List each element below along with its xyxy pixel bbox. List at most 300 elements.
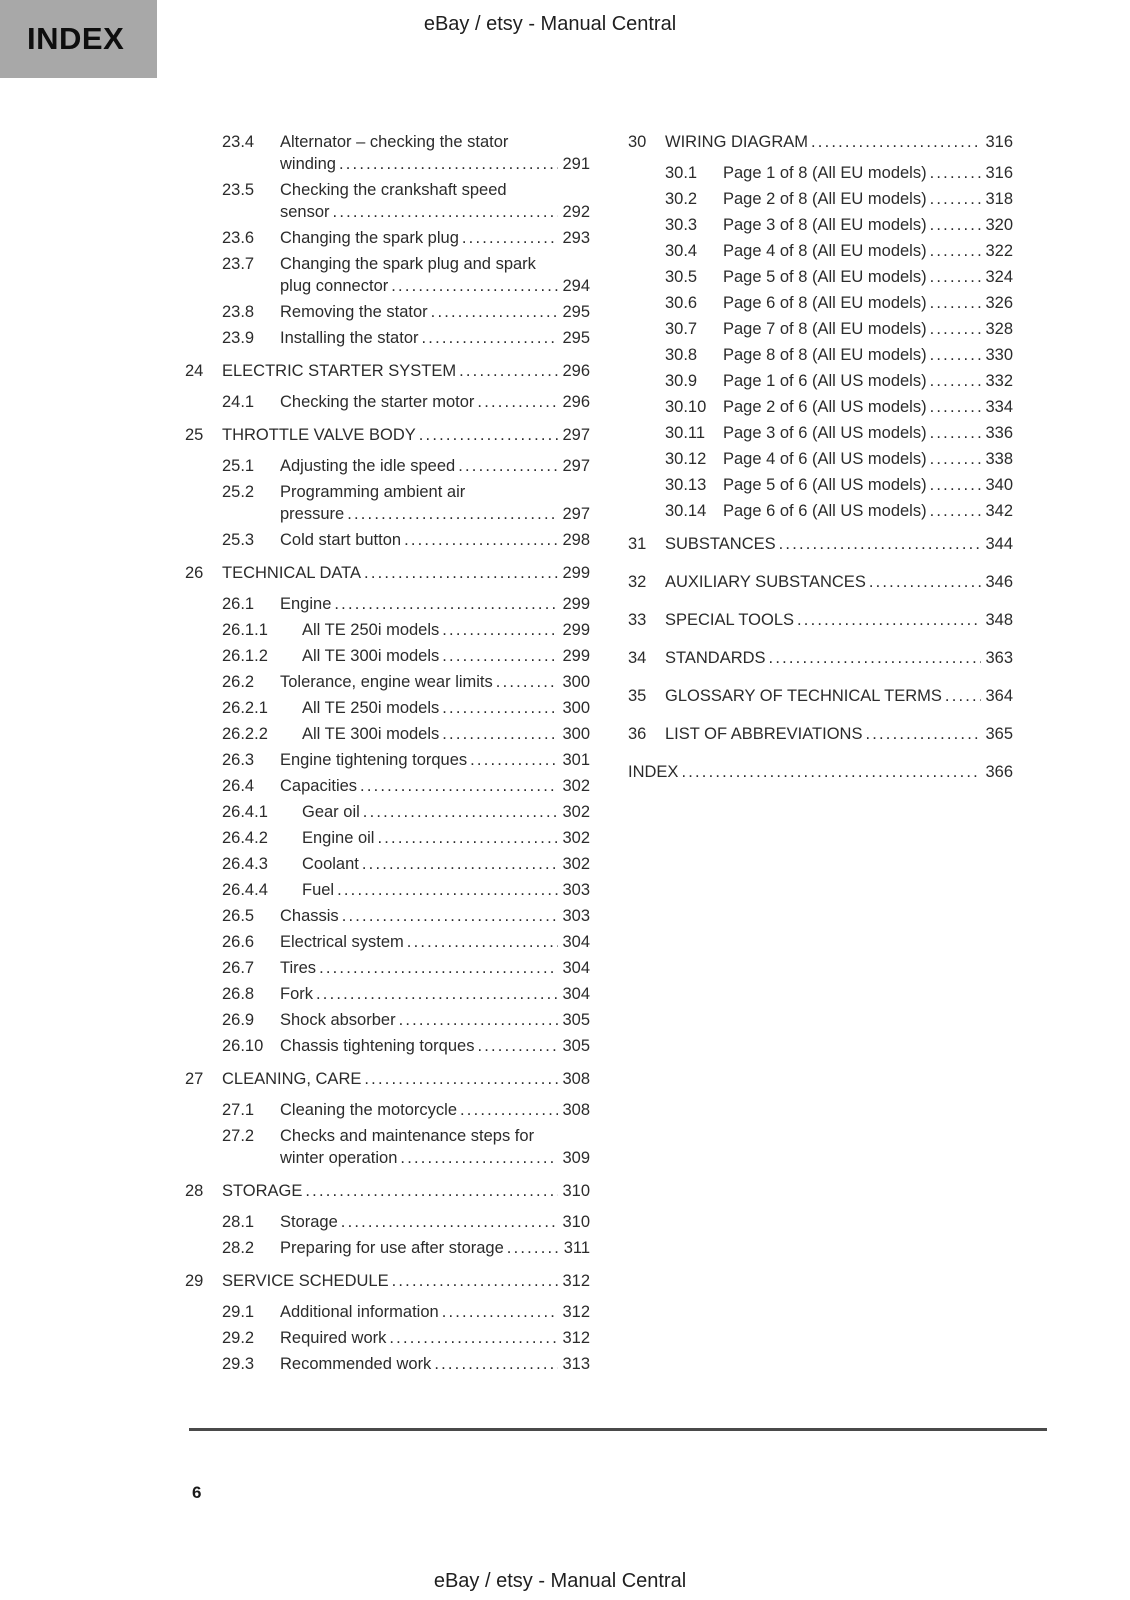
toc-entry-title: Page 1 of 6 (All US models) — [723, 372, 927, 390]
toc-entry-number: 26.1 — [222, 595, 255, 613]
dot-leader — [319, 957, 558, 979]
index-tab — [0, 0, 157, 78]
toc-entry-number: 26.3 — [222, 751, 255, 769]
dot-leader — [865, 723, 981, 745]
toc-entry — [665, 396, 1013, 418]
toc-entry-page: 330 — [985, 346, 1013, 364]
toc-entry — [222, 391, 590, 413]
dot-leader — [681, 761, 981, 783]
toc-entry-title: Required work — [280, 1329, 387, 1347]
toc-entry-title: All TE 300i models — [302, 725, 440, 743]
toc-entry-title: Page 8 of 8 (All EU models) — [723, 346, 927, 364]
toc-entry — [665, 214, 1013, 236]
toc-entry-title: Additional information — [280, 1303, 439, 1321]
dot-leader — [342, 905, 558, 927]
index-tab-label: INDEX — [27, 21, 125, 56]
toc-entry — [185, 424, 590, 446]
toc-entry-number: 26.2.2 — [222, 725, 268, 743]
toc-entry-page: 296 — [562, 362, 590, 380]
toc-entry-page: 308 — [562, 1070, 590, 1088]
toc-entry — [222, 801, 590, 823]
toc-entry-title: LIST OF ABBREVIATIONS — [665, 725, 863, 743]
toc-entry-number: 36 — [628, 725, 647, 743]
toc-entry — [222, 723, 590, 745]
toc-entry-title: Adjusting the idle speed — [280, 457, 456, 475]
dot-leader — [477, 1035, 558, 1057]
toc-entry-number: 23.5 — [222, 181, 255, 199]
toc-entry — [222, 1211, 590, 1233]
dot-leader — [363, 801, 558, 823]
dot-leader — [458, 455, 558, 477]
dot-leader — [507, 1237, 558, 1259]
toc-entry-number: 23.6 — [222, 229, 255, 247]
toc-entry — [665, 370, 1013, 392]
toc-entry-number: 26.2.1 — [222, 699, 268, 717]
toc-entry-title: Page 6 of 6 (All US models) — [723, 502, 927, 520]
toc-entry-page: 363 — [985, 649, 1013, 667]
toc-entry-page: 312 — [562, 1272, 590, 1290]
dot-leader — [431, 301, 558, 323]
toc-entry-number: 30.7 — [665, 320, 698, 338]
dot-leader — [930, 370, 981, 392]
toc-column-right — [628, 131, 1013, 1377]
toc-entry-page: 324 — [985, 268, 1013, 286]
dot-leader — [459, 360, 558, 382]
dot-leader — [442, 645, 558, 667]
toc-entry-title: All TE 300i models — [302, 647, 440, 665]
dot-leader — [407, 931, 558, 953]
toc-entry-title: Page 1 of 8 (All EU models) — [723, 164, 927, 182]
toc-entry-page: 326 — [985, 294, 1013, 312]
toc-entry-page: 305 — [562, 1011, 590, 1029]
toc-entry-page: 308 — [562, 1101, 590, 1119]
toc-entry — [665, 344, 1013, 366]
toc-entry — [222, 931, 590, 953]
toc-entry — [222, 327, 590, 349]
toc-entry-title: Checks and maintenance steps for — [280, 1127, 535, 1145]
toc-entry — [222, 749, 590, 771]
dot-leader — [360, 775, 558, 797]
dot-leader — [930, 318, 981, 340]
dot-leader — [477, 391, 558, 413]
dot-leader — [422, 327, 559, 349]
toc-entry-number: 26.4.1 — [222, 803, 268, 821]
toc-entry-page: 304 — [562, 933, 590, 951]
dot-leader — [389, 1327, 558, 1349]
toc-entry-number: 26.10 — [222, 1037, 264, 1055]
toc-entry — [222, 905, 590, 927]
dot-leader — [869, 571, 981, 593]
dot-leader — [470, 749, 558, 771]
toc-entry-title: Recommended work — [280, 1355, 432, 1373]
header-title: eBay / etsy - Manual Central — [423, 13, 677, 35]
toc-entry-title: SERVICE SCHEDULE — [222, 1272, 389, 1290]
toc-entry — [185, 360, 590, 382]
toc-entry-page: 304 — [562, 959, 590, 977]
toc-entry-number: 29.2 — [222, 1329, 255, 1347]
toc-entry — [628, 723, 1013, 745]
toc-entry-title: ELECTRIC STARTER SYSTEM — [222, 362, 457, 380]
toc-entry-number: 30.13 — [665, 476, 707, 494]
dot-leader — [404, 529, 558, 551]
dot-leader — [362, 853, 558, 875]
toc-entry-number: 29.1 — [222, 1303, 255, 1321]
toc-entry-title: Checking the crankshaft speed — [280, 181, 507, 199]
dot-leader — [930, 188, 981, 210]
toc-entry-title: Page 6 of 8 (All EU models) — [723, 294, 927, 312]
toc-entry-page: 297 — [562, 505, 590, 523]
toc-entry — [222, 593, 590, 615]
toc-entry — [222, 1099, 590, 1121]
page-number: 6 — [192, 1483, 202, 1502]
toc-entry — [222, 1237, 590, 1259]
toc-entry-page: 299 — [562, 621, 590, 639]
toc-entry-number: 30.8 — [665, 346, 698, 364]
table-of-contents — [185, 131, 1013, 1377]
toc-entry — [222, 1125, 590, 1169]
toc-entry-page: 342 — [985, 502, 1013, 520]
toc-entry-number: 26.4 — [222, 777, 255, 795]
toc-entry-number: 26.5 — [222, 907, 255, 925]
toc-entry-number: 30.11 — [665, 424, 706, 442]
toc-entry-page: 336 — [985, 424, 1013, 442]
toc-entry-number: 23.8 — [222, 303, 255, 321]
toc-entry-title: Cleaning the motorcycle — [280, 1101, 458, 1119]
dot-leader — [930, 292, 981, 314]
toc-entry-page: 310 — [562, 1182, 590, 1200]
toc-entry-title: Chassis — [280, 907, 339, 925]
toc-entry-page: 320 — [985, 216, 1013, 234]
toc-entry-page: 348 — [985, 611, 1013, 629]
toc-entry-page: 318 — [985, 190, 1013, 208]
toc-entry-page: 305 — [562, 1037, 590, 1055]
toc-entry — [665, 240, 1013, 262]
dot-leader — [797, 609, 981, 631]
toc-entry-page: 309 — [562, 1149, 590, 1167]
toc-entry-title: Fuel — [302, 881, 335, 899]
dot-leader — [779, 533, 981, 555]
dot-leader — [930, 266, 981, 288]
toc-entry-title: Tires — [280, 959, 317, 977]
toc-entry — [222, 1353, 590, 1375]
toc-entry-page: 366 — [985, 763, 1013, 781]
toc-entry-number: 26.8 — [222, 985, 255, 1003]
toc-entry-title: winding — [280, 155, 336, 173]
toc-entry-page: 299 — [562, 564, 590, 582]
toc-entry-number: 30.2 — [665, 190, 698, 208]
toc-entry-page: 297 — [562, 457, 590, 475]
toc-entry-title: Tolerance, engine wear limits — [280, 673, 493, 691]
toc-entry-title: Page 2 of 6 (All US models) — [723, 398, 927, 416]
toc-entry — [222, 179, 590, 223]
dot-leader — [930, 448, 981, 470]
toc-entry-page: 302 — [562, 829, 590, 847]
dot-leader — [364, 1068, 558, 1090]
toc-entry-title: All TE 250i models — [302, 621, 440, 639]
toc-entry-title: Changing the spark plug — [280, 229, 459, 247]
toc-entry-number: 26 — [185, 564, 204, 582]
toc-entry-number: 26.9 — [222, 1011, 255, 1029]
toc-entry-page: 364 — [985, 687, 1013, 705]
toc-entry-number: 30.5 — [665, 268, 698, 286]
toc-entry — [222, 671, 590, 693]
toc-entry-title: Capacities — [280, 777, 358, 795]
toc-entry-number: 24.1 — [222, 393, 255, 411]
dot-leader — [930, 474, 981, 496]
toc-entry-title: AUXILIARY SUBSTANCES — [665, 573, 866, 591]
toc-entry-number: 26.1.1 — [222, 621, 268, 639]
toc-entry — [665, 318, 1013, 340]
dot-leader — [442, 1301, 558, 1323]
toc-entry-number: 29 — [185, 1272, 204, 1290]
toc-entry-number: 27.1 — [222, 1101, 255, 1119]
toc-entry — [222, 697, 590, 719]
toc-entry-title: Cold start button — [280, 531, 402, 549]
toc-entry-number: 30.4 — [665, 242, 698, 260]
toc-entry-page: 316 — [985, 164, 1013, 182]
toc-column-left — [185, 131, 590, 1377]
dot-leader — [391, 275, 558, 297]
dot-leader — [769, 647, 981, 669]
toc-entry-number: 32 — [628, 573, 647, 591]
toc-entry-number: 26.1.2 — [222, 647, 268, 665]
toc-entry-page: 311 — [563, 1239, 590, 1257]
dot-leader — [337, 879, 558, 901]
toc-entry-page: 312 — [562, 1303, 590, 1321]
toc-entry-title: STORAGE — [222, 1182, 303, 1200]
toc-entry-page: 346 — [985, 573, 1013, 591]
dot-leader — [442, 697, 558, 719]
toc-entry-page: 294 — [562, 277, 590, 295]
toc-entry-title: Fork — [280, 985, 313, 1003]
toc-entry-title: Page 4 of 6 (All US models) — [723, 450, 927, 468]
dot-leader — [334, 593, 558, 615]
toc-entry-title: Engine oil — [302, 829, 375, 847]
dot-leader — [462, 227, 558, 249]
toc-entry — [628, 685, 1013, 707]
toc-entry-page: 334 — [985, 398, 1013, 416]
toc-entry-number: 25 — [185, 426, 204, 444]
toc-entry-number: 25.2 — [222, 483, 255, 501]
toc-entry-page: 299 — [562, 595, 590, 613]
toc-entry-title: THROTTLE VALVE BODY — [222, 426, 416, 444]
toc-entry-page: 300 — [562, 725, 590, 743]
toc-entry-page: 303 — [562, 881, 590, 899]
toc-entry-title: SPECIAL TOOLS — [665, 611, 795, 629]
toc-entry-page: 297 — [562, 426, 590, 444]
dot-leader — [419, 424, 558, 446]
toc-entry-number: 26.6 — [222, 933, 255, 951]
dot-leader — [442, 723, 558, 745]
dot-leader — [339, 153, 558, 175]
toc-entry-title: Chassis tightening torques — [280, 1037, 475, 1055]
toc-entry-number: 26.2 — [222, 673, 255, 691]
dot-leader — [347, 503, 558, 525]
toc-entry-page: 338 — [985, 450, 1013, 468]
toc-entry-number: 30.1 — [665, 164, 698, 182]
toc-entry — [222, 301, 590, 323]
toc-entry-title: Page 5 of 8 (All EU models) — [723, 268, 927, 286]
dot-leader — [460, 1099, 558, 1121]
dot-leader — [811, 131, 981, 153]
toc-entry-number: 30.12 — [665, 450, 707, 468]
toc-entry — [222, 529, 590, 551]
toc-entry-number: 28.1 — [222, 1213, 255, 1231]
toc-entry-title: WIRING DIAGRAM — [665, 133, 808, 151]
toc-entry — [222, 481, 590, 525]
toc-entry-title: Page 7 of 8 (All EU models) — [723, 320, 927, 338]
dot-leader — [442, 619, 558, 641]
toc-entry-page: 303 — [562, 907, 590, 925]
toc-entry — [628, 571, 1013, 593]
toc-entry-page: 295 — [562, 329, 590, 347]
toc-entry — [222, 1301, 590, 1323]
toc-entry-page: 296 — [562, 393, 590, 411]
toc-entry-title: Engine tightening torques — [280, 751, 468, 769]
dot-leader — [930, 500, 981, 522]
toc-entry — [185, 1068, 590, 1090]
toc-entry — [665, 474, 1013, 496]
toc-entry-title: Alternator – checking the stator — [280, 133, 509, 151]
toc-entry — [222, 227, 590, 249]
toc-entry — [222, 253, 590, 297]
toc-entry-title: Installing the stator — [280, 329, 419, 347]
dot-leader — [945, 685, 981, 707]
toc-entry — [665, 188, 1013, 210]
toc-entry — [222, 619, 590, 641]
toc-entry — [222, 131, 590, 175]
toc-entry — [628, 131, 1013, 153]
dot-leader — [496, 671, 558, 693]
dot-leader — [400, 1147, 558, 1169]
toc-entry-title: TECHNICAL DATA — [222, 564, 362, 582]
dot-leader — [305, 1180, 558, 1202]
toc-entry-title: STANDARDS — [665, 649, 766, 667]
toc-entry-title: GLOSSARY OF TECHNICAL TERMS — [665, 687, 942, 705]
footer-title: eBay / etsy - Manual Central — [433, 1570, 687, 1592]
dot-leader — [399, 1009, 558, 1031]
toc-entry-page: 365 — [985, 725, 1013, 743]
toc-entry-number: 34 — [628, 649, 647, 667]
toc-entry-number: 30.14 — [665, 502, 707, 520]
toc-entry — [628, 761, 1013, 783]
toc-entry-title: INDEX — [628, 763, 679, 781]
dot-leader — [333, 201, 558, 223]
toc-entry — [222, 775, 590, 797]
toc-entry-number: 23.9 — [222, 329, 255, 347]
toc-entry-title: Page 4 of 8 (All EU models) — [723, 242, 927, 260]
toc-entry-page: 295 — [562, 303, 590, 321]
toc-entry — [665, 292, 1013, 314]
toc-entry-page: 302 — [562, 855, 590, 873]
toc-entry — [222, 455, 590, 477]
toc-entry-number: 26.7 — [222, 959, 255, 977]
toc-entry — [628, 533, 1013, 555]
toc-entry-number: 30.3 — [665, 216, 698, 234]
toc-entry-number: 33 — [628, 611, 647, 629]
toc-entry-number: 26.4.2 — [222, 829, 268, 847]
toc-entry-page: 302 — [562, 777, 590, 795]
toc-entry-number: 27 — [185, 1070, 204, 1088]
toc-entry-page: 332 — [985, 372, 1013, 390]
dot-leader — [930, 214, 981, 236]
toc-entry-number: 28 — [185, 1182, 204, 1200]
toc-entry-number: 26.4.4 — [222, 881, 268, 899]
dot-leader — [434, 1353, 558, 1375]
toc-entry-title: Page 3 of 6 (All US models) — [723, 424, 927, 442]
toc-entry-page: 344 — [985, 535, 1013, 553]
toc-entry — [222, 983, 590, 1005]
toc-entry-title: Coolant — [302, 855, 359, 873]
toc-entry-number: 30.10 — [665, 398, 707, 416]
toc-entry — [665, 162, 1013, 184]
toc-entry-number: 31 — [628, 535, 647, 553]
toc-entry-title: Engine — [280, 595, 332, 613]
toc-entry-number: 28.2 — [222, 1239, 255, 1257]
toc-entry-page: 302 — [562, 803, 590, 821]
dot-leader — [392, 1270, 558, 1292]
toc-entry-page: 292 — [562, 203, 590, 221]
toc-entry — [665, 422, 1013, 444]
toc-entry-page: 301 — [562, 751, 590, 769]
toc-entry-page: 300 — [562, 699, 590, 717]
dot-leader — [341, 1211, 558, 1233]
dot-leader — [316, 983, 558, 1005]
dot-leader — [930, 240, 981, 262]
toc-entry-title: Shock absorber — [280, 1011, 396, 1029]
toc-entry — [185, 562, 590, 584]
toc-entry-page: 312 — [562, 1329, 590, 1347]
toc-entry — [665, 500, 1013, 522]
toc-entry-number: 25.1 — [222, 457, 255, 475]
toc-entry — [222, 879, 590, 901]
dot-leader — [930, 396, 981, 418]
toc-entry-page: 310 — [562, 1213, 590, 1231]
toc-entry-title: Removing the stator — [280, 303, 428, 321]
toc-entry-title: Programming ambient air — [280, 483, 466, 501]
toc-entry — [185, 1270, 590, 1292]
toc-entry — [222, 827, 590, 849]
toc-entry — [665, 266, 1013, 288]
dot-leader — [364, 562, 558, 584]
toc-entry-number: 26.4.3 — [222, 855, 268, 873]
toc-entry — [222, 1327, 590, 1349]
toc-entry-number: 30 — [628, 133, 647, 151]
toc-entry-page: 304 — [562, 985, 590, 1003]
footer-rule — [189, 1428, 1047, 1431]
toc-entry-title: winter operation — [280, 1149, 398, 1167]
toc-entry-number: 29.3 — [222, 1355, 255, 1373]
toc-entry-title: Page 3 of 8 (All EU models) — [723, 216, 927, 234]
toc-entry-number: 24 — [185, 362, 204, 380]
toc-entry — [222, 1035, 590, 1057]
toc-entry-number: 27.2 — [222, 1127, 255, 1145]
toc-entry-page: 298 — [562, 531, 590, 549]
toc-entry-title: SUBSTANCES — [665, 535, 776, 553]
toc-entry-number: 25.3 — [222, 531, 255, 549]
toc-entry-page: 313 — [562, 1355, 590, 1373]
toc-entry-page: 299 — [562, 647, 590, 665]
toc-entry — [222, 957, 590, 979]
toc-entry-page: 328 — [985, 320, 1013, 338]
toc-entry-page: 300 — [562, 673, 590, 691]
toc-entry — [222, 853, 590, 875]
toc-entry-title: Preparing for use after storage — [280, 1239, 504, 1257]
toc-entry — [628, 647, 1013, 669]
toc-entry-title: plug connector — [280, 277, 389, 295]
toc-entry-title: Checking the starter motor — [280, 393, 475, 411]
toc-entry-number: 30.6 — [665, 294, 698, 312]
